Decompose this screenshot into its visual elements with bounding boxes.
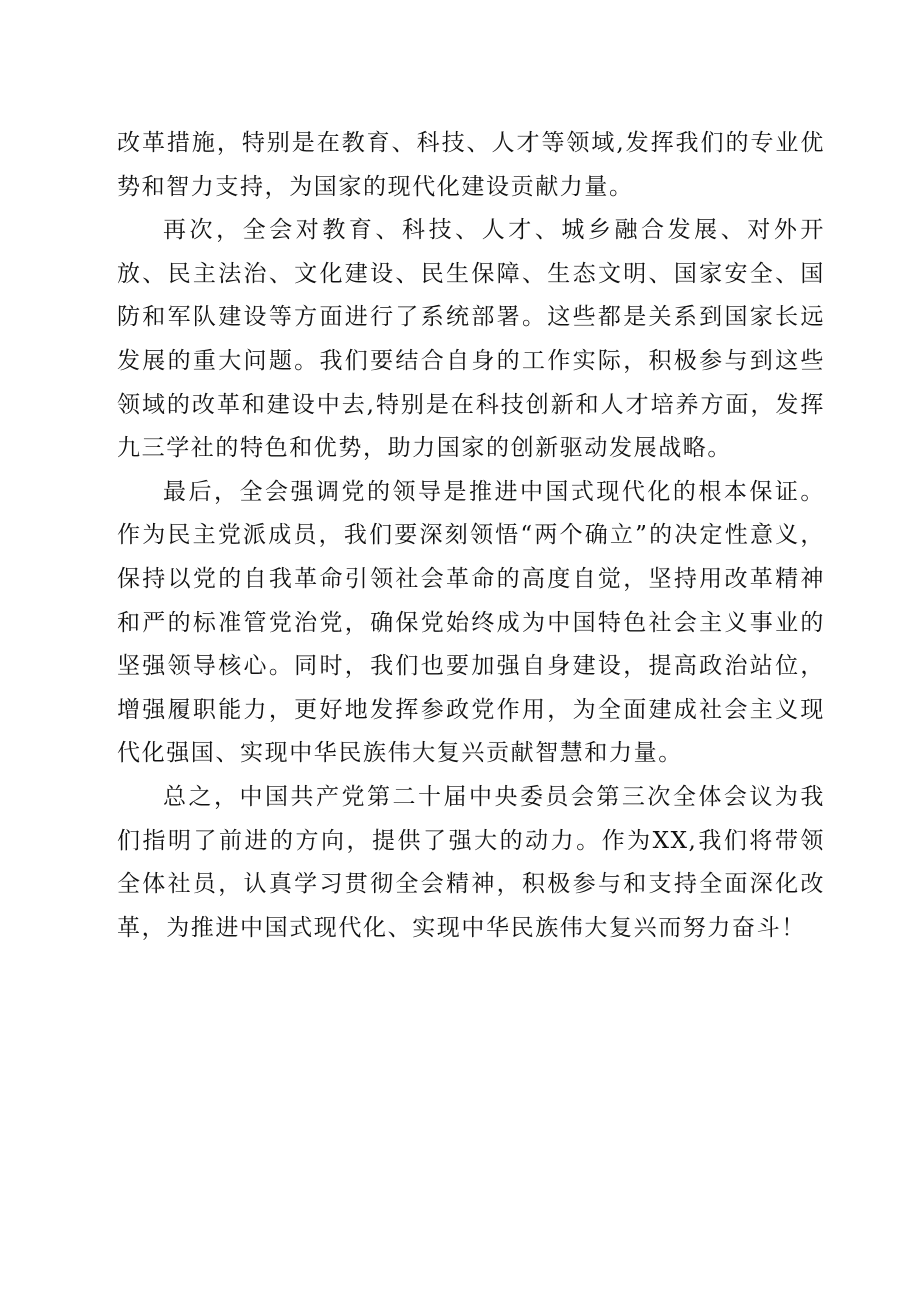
paragraph-secondly: 再次，全会对教育、科技、人才、城乡融合发展、对外开放、民主法治、文化建设、民生保障、生态文明、国家安全、国防和军队建设等方面进行了系统部署。这些都是关系到国家长远发展的重大问题。我们要结合自身的工作实际，积极参与到这些领域的改革和建设中去,特别是在科技创新和人才培养方面，发挥九三学社的特色和优势，助力国家的创新驱动发展战略。 [117, 217, 825, 462]
paragraph-conclusion: 总之，中国共产党第二十届中央委员会第三次全体会议为我们指明了前进的方向，提供了强大的动力。作为XX,我们将带领全体社员，认真学习贯彻全会精神，积极参与和支持全面深化改革，为推进中国式现代化、实现中华民族伟大复兴而努力奋斗！ [117, 783, 825, 941]
paragraph-continued: 改革措施，特别是在教育、科技、人才等领域,发挥我们的专业优势和智力支持，为国家的现代化建设贡献力量。 [117, 130, 825, 200]
paragraph-finally: 最后，全会强调党的领导是推进中国式现代化的根本保证。作为民主党派成员，我们要深刻领悟“两个确立”的决定性意义，保持以党的自我革命引领社会革命的高度自觉，坚持用改革精神和严的标准管党治党，确保党始终成为中国特色社会主义事业的坚强领导核心。同时，我们也要加强自身建设，提高政治站位，增强履职能力，更好地发挥参政党作用，为全面建成社会主义现代化强国、实现中华民族伟大复兴贡献智慧和力量。 [117, 478, 825, 767]
document-body [117, 122, 825, 950]
